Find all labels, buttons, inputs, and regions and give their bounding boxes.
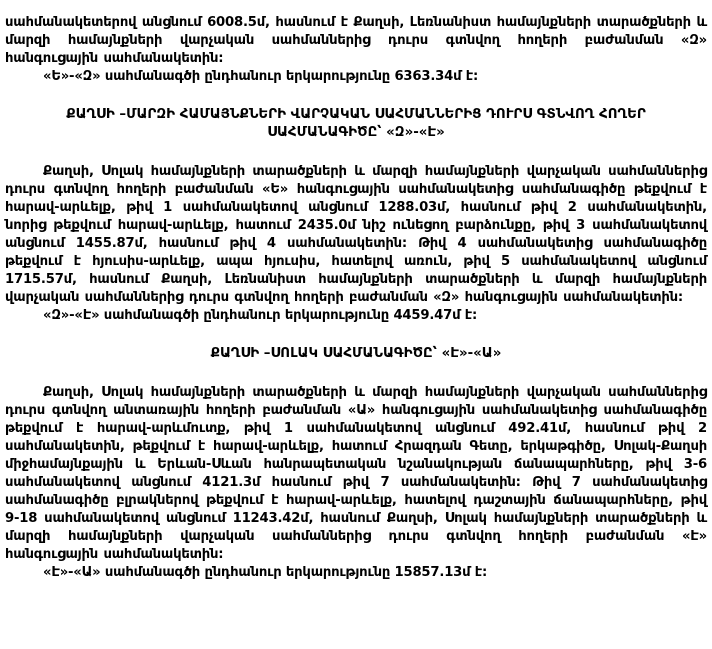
section-1-body-paragraph: Քաղսի, Սոլակ համայնքների տարածքների և մարզի համայնքների վարչական սահմաններից դուրս գտնվող հողերի բաժանման «Ե» հանգուցային սահմանակետից սահմանագիծը թեքվում է հարավ-արևելք, թիվ 1 սահմանակետով անցնում 1288.03մ, հասնում թիվ 2 սահմանակետին, նորից թեքվում հարավ-արևելք, հատում 2435.0մ նիշ ունեցող բարձունքը, թիվ 3 սահմանակետով անցնում 1455.87մ, հասնում թիվ 4 սահմանակետին: Թիվ 4 սահմանակետից սահմանագիծը թեքվում է հյուսիս-արևելք, ապա հյուսիս, հատելով առուն, թիվ 5 սահմանակետով անցնում 1715.57մ, հասնում Քաղսի, Լեռնանիստ համայնքների տարածքների և մարզի համայնքների վարչական սահմաններից դուրս գտնվող հողերի բաժանման «Զ» հանգուցային սահմանակետին: (5, 164, 707, 305)
section-2-heading (15, 345, 697, 363)
section-1-heading (15, 106, 697, 142)
intro-total-length-line: «Ե»-«Զ» սահմանագծի ընդհանուր երկարությունը 6363.34մ է: (43, 69, 479, 84)
section-1-heading-line-1: ՔԱՂՍԻ –ՄԱՐԶԻ ՀԱՄԱՅՆՔՆԵՐԻ ՎԱՐՉԱԿԱՆ ՍԱՀՄԱՆՆԵՐԻՑ ԴՈՒՐՍ ԳՏՆՎՈՂ ՀՈՂԵՐ (66, 107, 646, 122)
section-2-body-paragraph: Քաղսի, Սոլակ համայնքների տարածքների և մարզի համայնքների վարչական սահմաններից դուրս գտնվող անտառային հողերի բաժանման «Ա» հանգուցային սահմանակետից սահմանագիծը թեքվում է հարավ-արևմուտք, թիվ 1 սահմանակետով անցնում 492.41մ, հասնում թիվ 2 սահմանակետին, թեքվում է հարավ-արևելք, հատում Հրազդան Գետը, երկաթգիծը, Սոլակ-Քաղսի միջհամայնքային և Երևան-Սևան հանրապետական նշանակության ճանապարհները, թիվ 3-6 սահմանակետով անցնում 4121.3մ հասնում թիվ 7 սահմանակետին: Թիվ 7 սահմանակետից սահմանագիծը բլրակներով թեքվում է հարավ-արևելք, հատելով դաշտային ճանապարհները, թիվ 9-18 սահմանակետով անցնում 11243.42մ, հասնում Քաղսի, Սոլակ համայնքների տարածքների և մարզի համայնքների վարչական սահմաններից դուրս գտնվող հողերի բաժանման «Է» հանգուցային սահմանակետին: (5, 385, 707, 562)
section-1-total-length-line: «Զ»-«Է» սահմանագծի ընդհանուր երկարությունը 4459.47մ է: (43, 308, 478, 323)
section-1-heading-line-2: ՍԱՀՄԱՆԱԳԻԾԸ՝ «Զ»-«Է» (267, 125, 445, 140)
intro-continuation-paragraph: սահմանակետերով անցնում 6008.5մ, հասնում է Քաղսի, Լեռնանիստ համայնքների տարածքների և մարզի համայնքների վարչական սահմաններից դուրս գտնվող հողերի բաժանման «Զ» հանգուցային սահմանակետին: (5, 15, 707, 66)
section-2-heading-line-1: ՔԱՂՍԻ –ՍՈԼԱԿ ՍԱՀՄԱՆԱԳԻԾԸ՝ «Է»-«Ա» (210, 346, 502, 361)
section-2-total-length-line: «Է»-«Ա» սահմանագծի ընդհանուր երկարությունը 15857.13մ է: (43, 565, 488, 580)
